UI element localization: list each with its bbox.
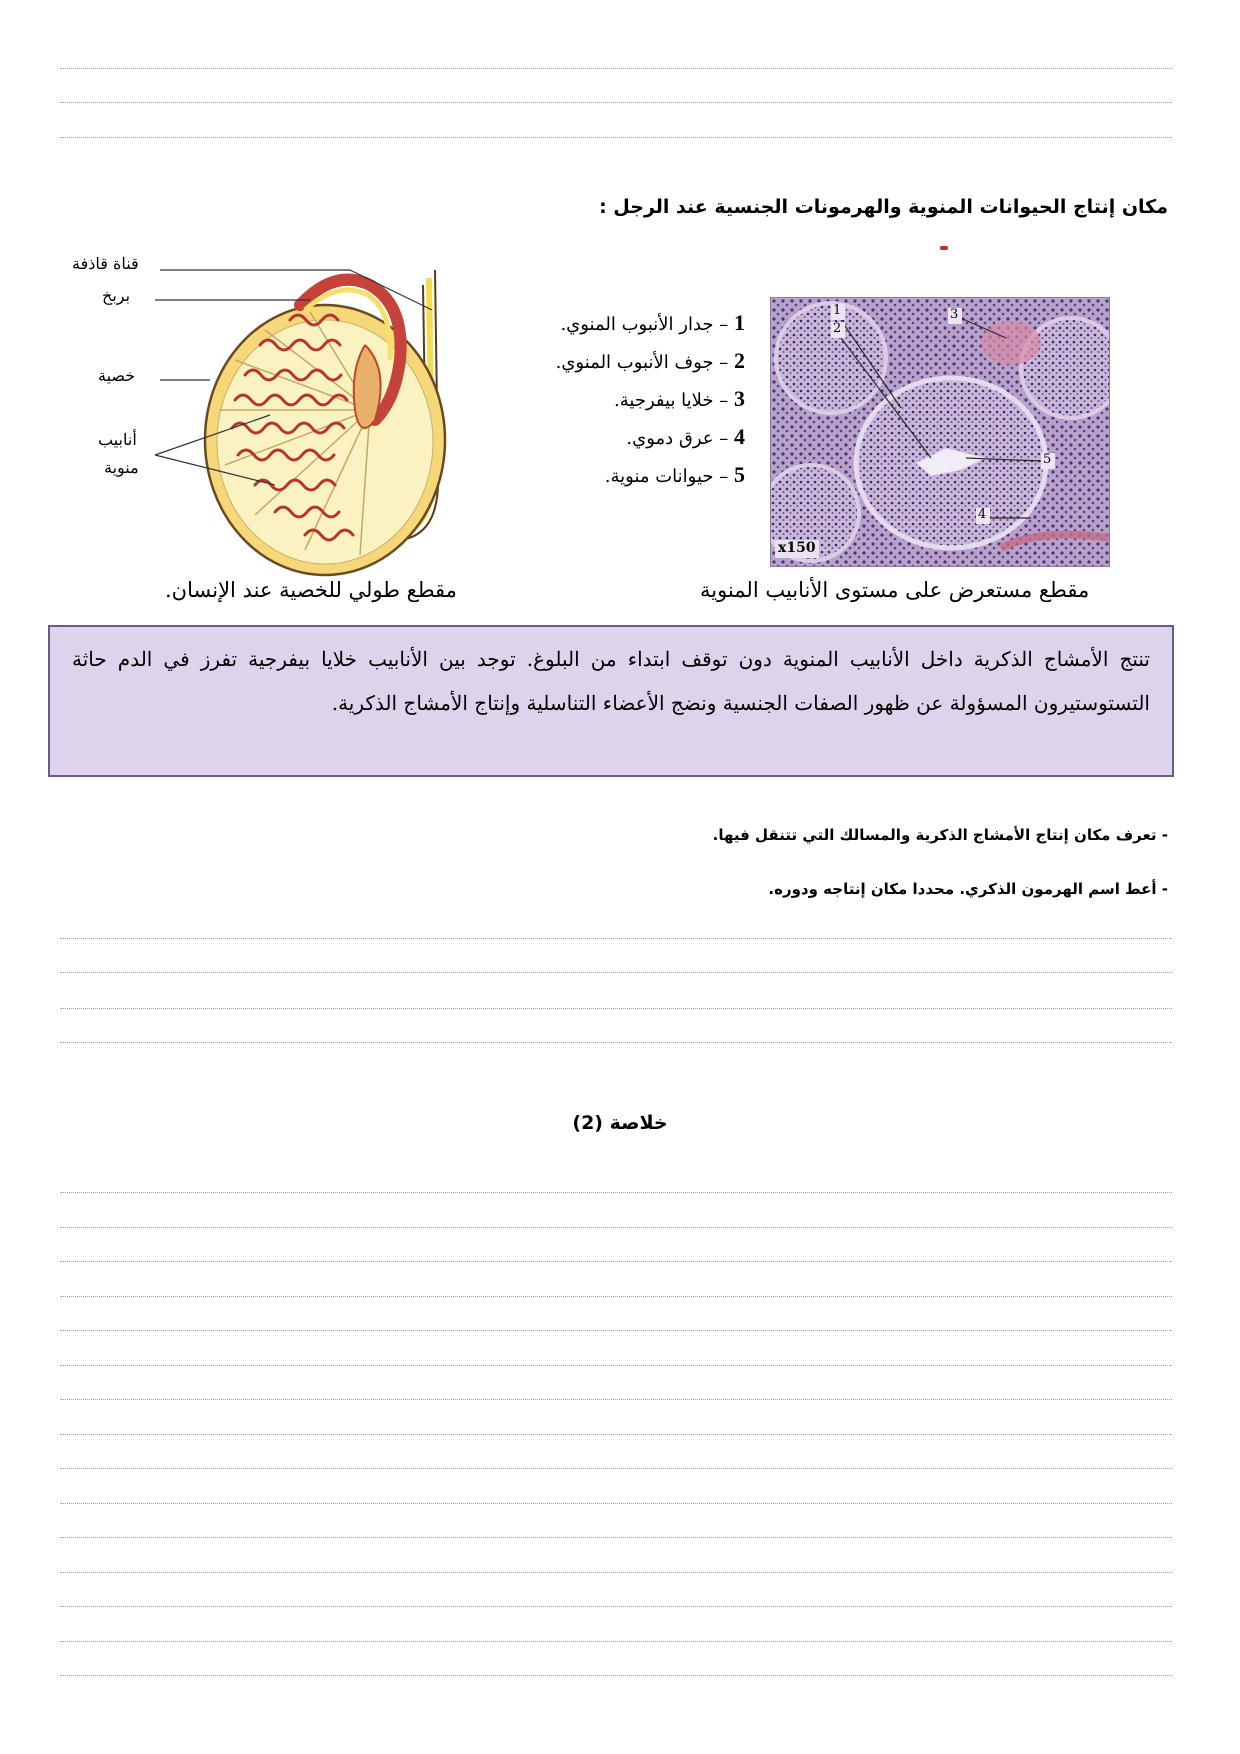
writing-line [60,1503,1172,1504]
legend-text: – خلايا بيفرجية. [614,390,729,411]
legend-text: – حيوانات منوية. [604,466,729,487]
micro-number-1: 1 [833,303,842,318]
writing-line [60,1042,1172,1043]
micro-number-2: 2 [833,321,842,336]
vas-deferens-label: قناة قاذفة [72,254,139,273]
left-figure-caption: مقطع طولي للخصية عند الإنسان. [165,578,457,602]
writing-line [60,1192,1172,1193]
writing-line [60,1606,1172,1607]
writing-line [60,1537,1172,1538]
micro-number-3: 3 [950,307,959,322]
writing-line [60,1261,1172,1262]
legend-number: 4 [734,424,745,449]
epididymis-label: بربخ [102,286,131,305]
summary-title: خلاصة (2) [572,1112,668,1134]
writing-line [60,1296,1172,1297]
writing-line [60,137,1172,138]
info-box: تنتج الأمشاج الذكرية داخل الأنابيب المنوية دون توقف ابتداء من البلوغ. توجد بين الأنابيب خلايا بيفرجية تفرز في الدم حاثة التستوستيرون المسؤولة عن ظهور الصفات الجنسية ونضج الأعضاء التناسلية وإنتاج الأمشاج الذكرية. [48,625,1174,777]
writing-line [60,1468,1172,1469]
legend-item-5 [605,462,745,488]
writing-line [60,1641,1172,1642]
legend-text: – جوف الأنبوب المنوي. [555,352,729,373]
writing-line [60,1675,1172,1676]
writing-line [60,938,1172,939]
writing-line [60,102,1172,103]
legend-text: – عرق دموي. [626,428,729,449]
legend-number: 5 [734,462,745,487]
tubule-micrograph [770,297,1110,567]
legend-item-3 [614,386,745,412]
testis-diagram [60,250,500,580]
writing-line [60,1365,1172,1366]
legend-number: 2 [734,348,745,373]
legend-item-2 [556,348,745,374]
writing-line [60,1008,1172,1009]
section-heading: مكان إنتاج الحيوانات المنوية والهرمونات الجنسية عند الرجل : [599,196,1168,218]
question-2: - أعط اسم الهرمون الذكري. محددا مكان إنتاجه ودوره. [768,880,1168,898]
writing-line [60,1227,1172,1228]
red-mark [940,246,948,250]
writing-line [60,1330,1172,1331]
testis-label: خصية [98,366,136,385]
magnification-label: x150 [778,540,816,556]
tubules-label-1: أنابيب [98,430,137,449]
writing-line [60,972,1172,973]
right-figure-caption: مقطع مستعرض على مستوى الأنابيب المنوية [700,578,1090,602]
question-1: - تعرف مكان إنتاج الأمشاج الذكرية والمسالك التي تتنقل فيها. [712,826,1168,844]
legend-number: 3 [734,386,745,411]
micro-number-4: 4 [978,507,987,522]
writing-line [60,1399,1172,1400]
legend-item-1 [560,310,745,336]
legend-number: 1 [734,310,745,335]
micro-number-5: 5 [1043,452,1052,467]
micrograph-image [771,298,1109,566]
legend-text: – جدار الأنبوب المنوي. [560,314,729,335]
writing-line [60,68,1172,69]
writing-line [60,1572,1172,1573]
legend-item-4 [626,424,745,450]
tubules-label-2: منوية [104,458,139,477]
writing-line [60,1434,1172,1435]
